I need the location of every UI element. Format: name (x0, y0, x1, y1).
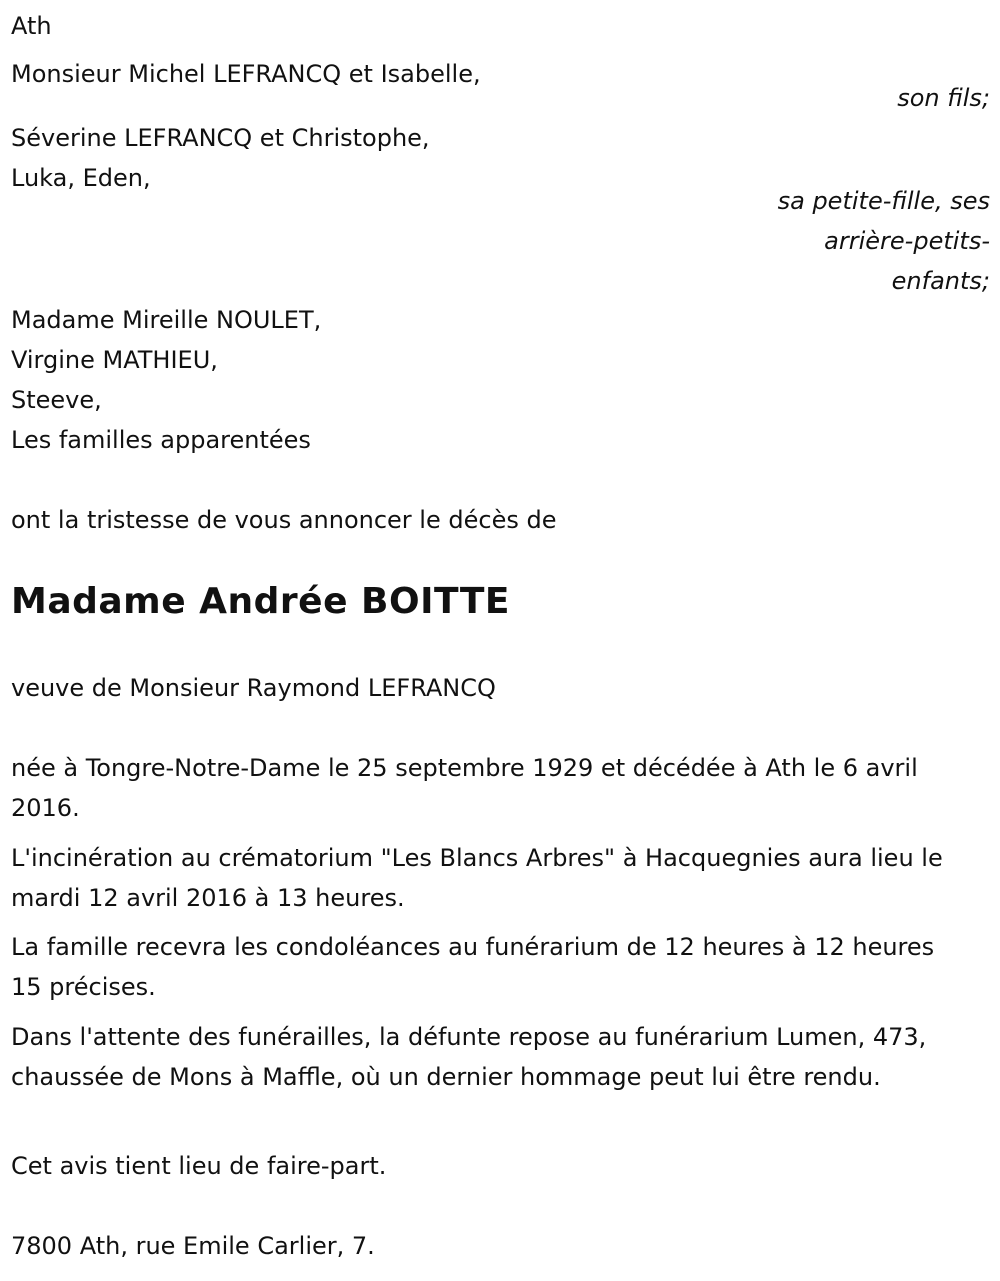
great-grandchildren-line: Luka, Eden, (11, 164, 151, 192)
notice-text: Cet avis tient lieu de faire-part. (11, 1152, 387, 1180)
repose-details: Dans l'attente des funérailles, la défunte repose au funérarium Lumen, 473, chaussée de Mons à Maffle, où un dernier hommage peut lui être rendu. (11, 1023, 927, 1091)
grandchildren-role-2: arrière-petits- (824, 227, 990, 255)
grandchildren-role-3: enfants; (891, 267, 990, 295)
announcement: ont la tristesse de vous annoncer le décès de (11, 506, 557, 534)
grandchildren-role-1: sa petite-fille, ses (777, 187, 990, 215)
granddaughter-line: Séverine LEFRANCQ et Christophe, (11, 124, 430, 152)
family-member: Les familles apparentées (11, 426, 311, 454)
deceased-name: Madame Andrée BOITTE (11, 581, 510, 622)
location: Ath (11, 12, 52, 40)
son-line: Monsieur Michel LEFRANCQ et Isabelle, (11, 60, 481, 88)
family-member: Steeve, (11, 386, 102, 414)
cremation-details: L'incinération au crématorium "Les Blancs Arbres" à Hacquegnies aura lieu le mardi 12 avril 2016 à 13 heures. (11, 844, 943, 912)
birth-death-details: née à Tongre-Notre-Dame le 25 septembre 1929 et décédée à Ath le 6 avril 2016. (11, 754, 918, 822)
address: 7800 Ath, rue Emile Carlier, 7. (11, 1232, 375, 1260)
condolences-details: La famille recevra les condoléances au funérarium de 12 heures à 12 heures 15 précises. (11, 933, 935, 1001)
son-role: son fils; (897, 84, 990, 112)
widow-of: veuve de Monsieur Raymond LEFRANCQ (11, 674, 496, 702)
family-member: Madame Mireille NOULET, (11, 306, 322, 334)
family-member: Virgine MATHIEU, (11, 346, 218, 374)
